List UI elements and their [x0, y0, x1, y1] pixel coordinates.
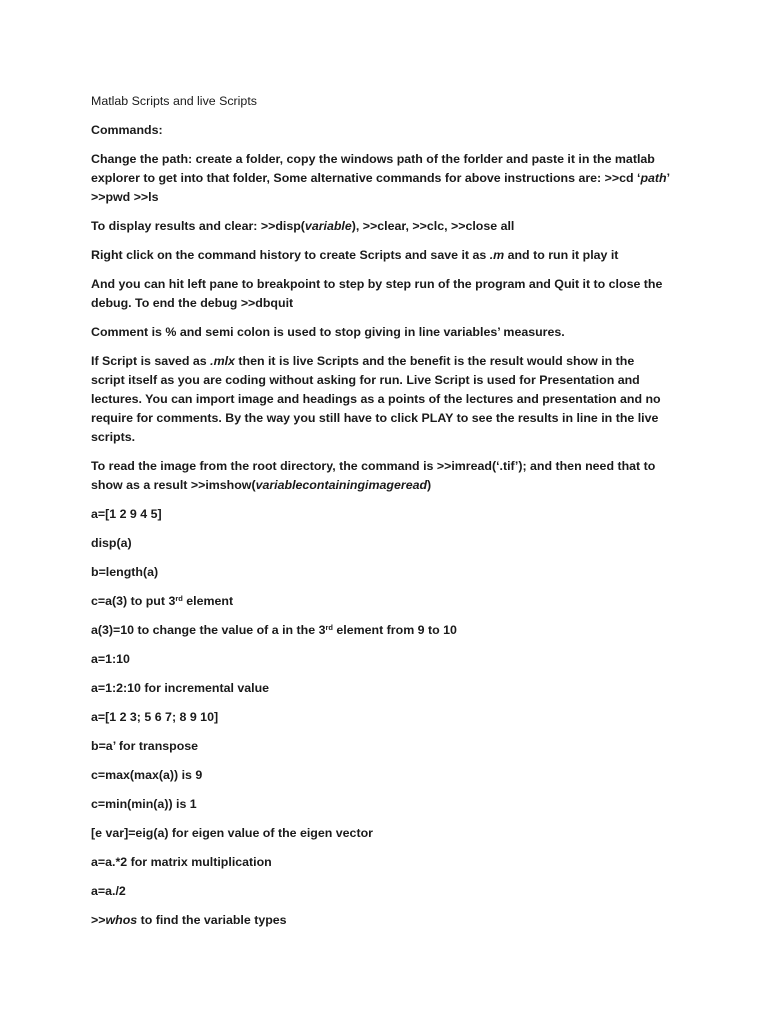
line-a-def: a=[1 2 9 4 5]: [91, 507, 162, 521]
line-length: b=length(a): [91, 565, 159, 579]
line-div: a=a./2: [91, 884, 126, 898]
path-word: path: [640, 171, 667, 185]
line-range: a=1:10: [91, 652, 130, 666]
line-min: c=min(min(a)) is 1: [91, 797, 197, 811]
line-c-third: c=a(3) to put 3rd element: [91, 594, 234, 608]
paragraph-right-click: Right click on the command history to create Scripts and save it as .m and to run it play it: [91, 248, 619, 262]
line-disp-a: disp(a): [91, 536, 132, 550]
paragraph-display: To display results and clear: >>disp(variable), >>clear, >>clc, >>close all: [91, 219, 515, 233]
commands-heading: Commands:: [91, 123, 163, 137]
line-transpose: b=a’ for transpose: [91, 739, 199, 753]
paragraph-imread: To read the image from the root directory, the command is >>imread(‘.tif’); and then need that to show as a result >>imshow(variablecontainingimageread): [91, 459, 656, 492]
document-body: [91, 92, 671, 940]
line-a3-change: a(3)=10 to change the value of a in the 3rd element from 9 to 10: [91, 623, 457, 637]
change-path-text: Change the path: create a folder, copy the windows path of the forlder and paste it in the matlab explorer to get into that folder, Some alternative commands for above instructions are: >>cd ‘: [91, 152, 655, 185]
paragraph-debug: And you can hit left pane to breakpoint to step by step run of the program and Quit it to close the debug. To end the debug >>dbquit: [91, 277, 663, 310]
paragraph-live-script: If Script is saved as .mlx then it is live Scripts and the benefit is the result would show in the script itself as you are coding without asking for run. Live Script is used for Presentation and lectures. You can import image and headings as a points of the lectures and presentation and no require for comments. By the way you still have to click PLAY to see the results in line in the live scripts.: [91, 354, 661, 444]
change-path-tail: ’ >>pwd >>ls: [91, 171, 670, 204]
document-title: Matlab Scripts and live Scripts: [91, 94, 257, 108]
line-mult: a=a.*2 for matrix multiplication: [91, 855, 272, 869]
paragraph-comment: Comment is % and semi colon is used to stop giving in line variables’ measures.: [91, 325, 565, 339]
line-matrix: a=[1 2 3; 5 6 7; 8 9 10]: [91, 710, 219, 724]
line-whos: >>whos to find the variable types: [91, 913, 287, 927]
line-eig: [e var]=eig(a) for eigen value of the eigen vector: [91, 826, 373, 840]
dbquit-command: dbquit: [255, 296, 294, 310]
line-max: c=max(max(a)) is 9: [91, 768, 203, 782]
line-incremental: a=1:2:10 for incremental value: [91, 681, 270, 695]
paragraph-change-path: [91, 150, 671, 207]
